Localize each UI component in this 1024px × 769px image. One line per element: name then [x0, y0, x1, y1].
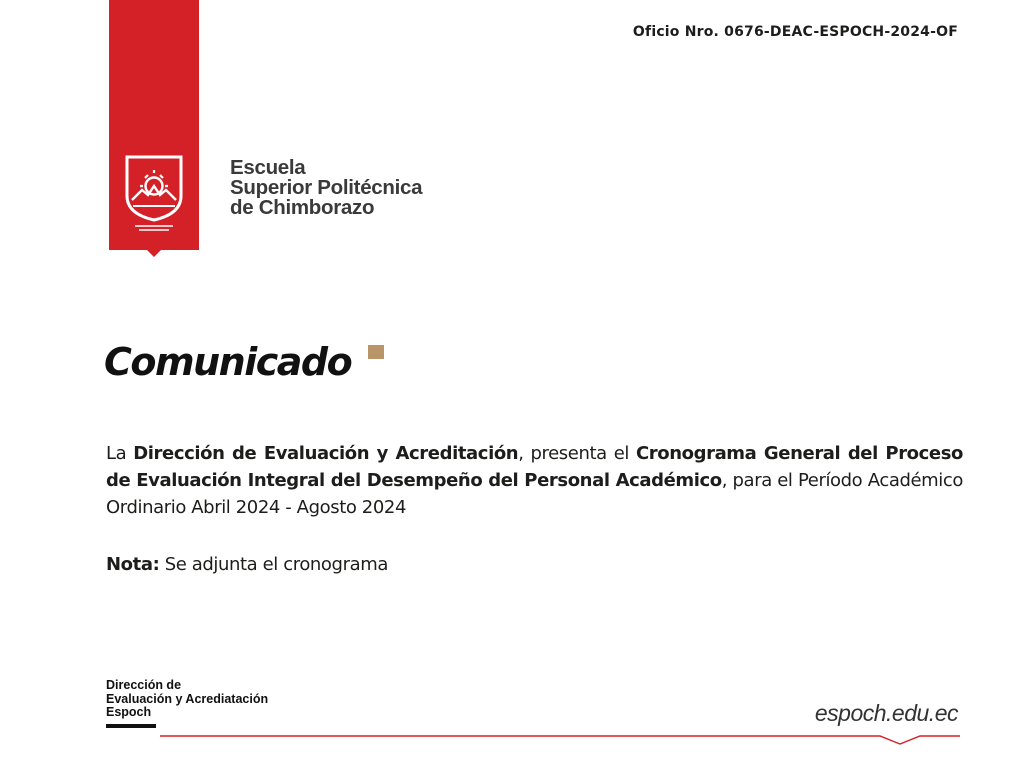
note [106, 551, 388, 578]
office-number: Oficio Nro. 0676-DEAC-ESPOCH-2024-OF [632, 24, 958, 40]
department-line2: Evaluación y Acrediatación [106, 691, 269, 706]
paragraph-bold-schedule: Cronograma General del Proceso de Evaluación Integral del Desempeño del Personal Académico [106, 443, 963, 491]
brand-banner [109, 0, 199, 258]
institution-name [230, 158, 422, 218]
department-signature [106, 679, 268, 720]
page-title: Comunicado [104, 340, 352, 384]
announcement-paragraph [106, 440, 963, 521]
paragraph-text-3: , para el Período Académico Ordinario Abril 2024 - Agosto 2024 [106, 470, 963, 518]
note-text: Se adjunta el cronograma [159, 554, 388, 575]
institution-name-line3: de Chimborazo [230, 196, 375, 219]
espoch-shield-icon [109, 0, 199, 258]
footer-divider [160, 728, 960, 748]
paragraph-text-2: , presenta el [518, 443, 636, 464]
website-link[interactable]: espoch.edu.ec [814, 700, 958, 726]
institution-name-line1: Escuela [230, 156, 306, 179]
department-underline [106, 724, 156, 728]
institution-name-line2: Superior Politécnica [230, 176, 423, 199]
department-line1: Dirección de [106, 678, 182, 692]
department-line3: Espoch [106, 705, 152, 719]
note-label: Nota: [106, 554, 160, 575]
title-accent-square [368, 345, 384, 359]
paragraph-text-1: La [106, 443, 134, 464]
paragraph-bold-department: Dirección de Evaluación y Acreditación [133, 443, 519, 464]
